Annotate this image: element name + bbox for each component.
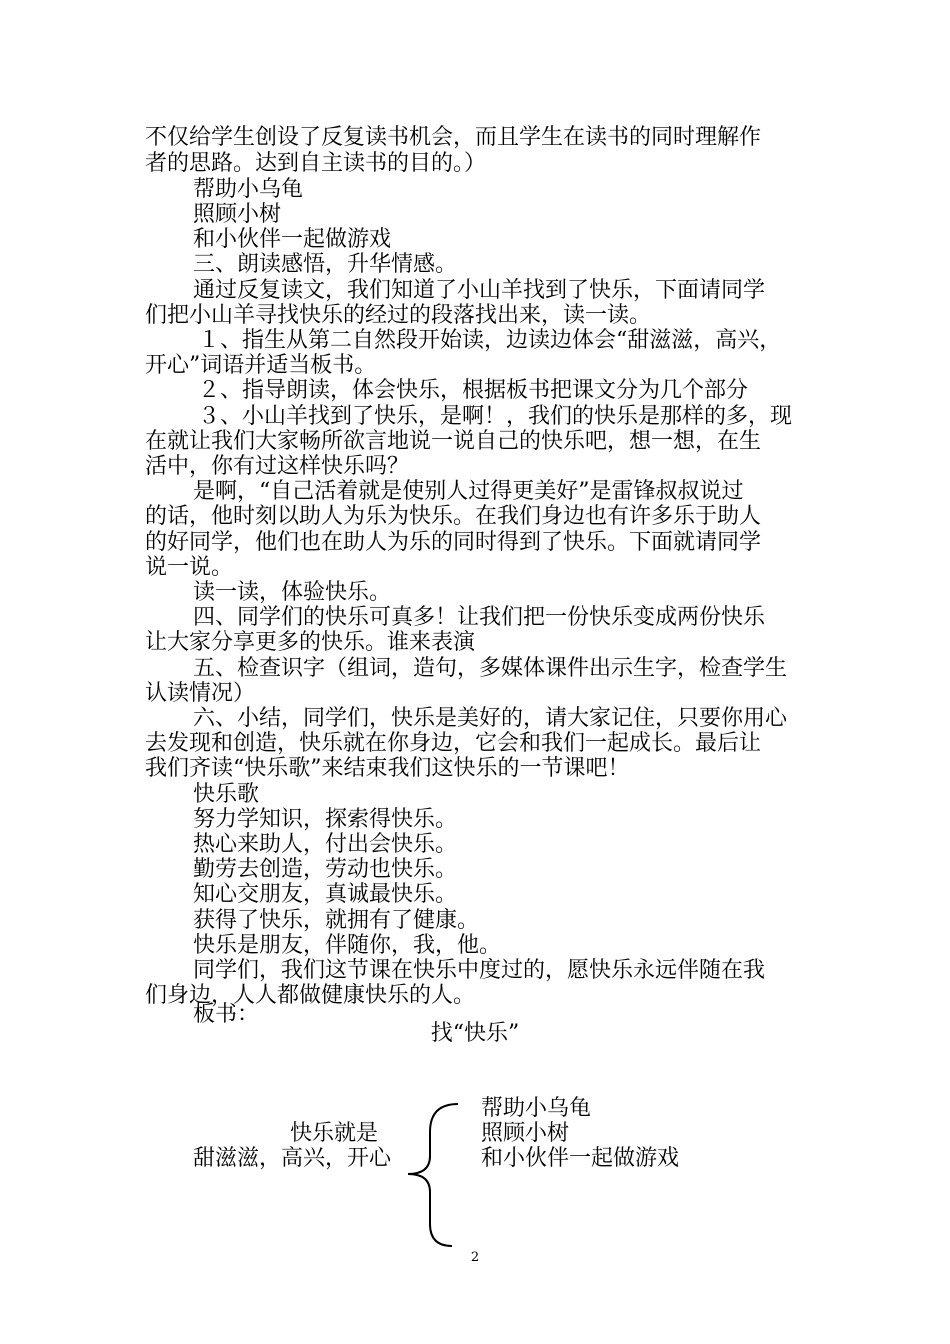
text-line: 读一读，体验快乐。 xyxy=(193,580,392,605)
text-line: 说一说。 xyxy=(145,555,234,580)
board-left-top: 快乐就是 xyxy=(290,1121,379,1146)
board-title: 找“快乐” xyxy=(430,1021,520,1046)
text-line: 让大家分享更多的快乐。谁来表演 xyxy=(145,630,476,655)
page-number: 2 xyxy=(470,1250,480,1265)
text-line: 的好同学，他们也在助人为乐的同时得到了快乐。下面就请同学 xyxy=(145,530,762,555)
text-line: 们把小山羊寻找快乐的经过的段落找出来，读一读。 xyxy=(145,303,652,328)
text-line: ２、指导朗读，体会快乐，根据板书把课文分为几个部分 xyxy=(198,378,749,403)
text-line: 通过反复读文，我们知道了小山羊找到了快乐，下面请同学 xyxy=(193,278,766,303)
section-heading: 三、朗读感悟，升华情感。 xyxy=(193,252,458,277)
board-label: 板书： xyxy=(193,1002,260,1027)
song-line: 知心交朋友，真诚最快乐。 xyxy=(193,882,458,907)
text-line: 不仅给学生创设了反复读书机会，而且学生在读书的同时理解作 xyxy=(145,125,762,150)
text-line: 者的思路。达到自主读书的目的。） xyxy=(145,151,487,176)
section-heading: 六、小结，同学们，快乐是美好的，请大家记住，只要你用心 xyxy=(193,706,788,731)
text-line: 去发现和创造，快乐就在你身边，它会和我们一起成长。最后让 xyxy=(145,731,762,756)
text-line: 是啊，“自己活着就是使别人过得更美好”是雷锋叔叔说过 xyxy=(193,479,744,504)
text-line: 的话，他时刻以助人为乐为快乐。在我们身边也有许多乐于助人 xyxy=(145,504,762,529)
section-heading: 五、检查识字（组词，造句，多媒体课件出示生字，检查学生 xyxy=(193,656,788,681)
text-line: 活中，你有过这样快乐吗？ xyxy=(145,454,410,479)
board-item: 照顾小树 xyxy=(481,1121,570,1146)
text-line: ３、小山羊找到了快乐，是啊！，我们的快乐是那样的多，现 xyxy=(198,404,793,429)
board-left-bottom: 甜滋滋，高兴，开心 xyxy=(193,1146,392,1171)
song-line: 勤劳去创造，劳动也快乐。 xyxy=(193,857,458,882)
text-line: 同学们，我们这节课在快乐中度过的，愿快乐永远伴随在我 xyxy=(193,958,766,983)
section-heading: 四、同学们的快乐可真多！让我们把一份快乐变成两份快乐 xyxy=(193,605,766,630)
song-line: 快乐是朋友，伴随你，我，他。 xyxy=(193,933,502,958)
song-line: 努力学知识，探索得快乐。 xyxy=(193,807,458,832)
board-item: 帮助小乌龟 xyxy=(481,1096,592,1121)
text-line: 帮助小乌龟 xyxy=(193,177,304,202)
text-line: 们身边，人人都做健康快乐的人。 xyxy=(145,983,476,1008)
text-line: 在就让我们大家畅所欲言地说一说自己的快乐吧，想一想，在生 xyxy=(145,429,762,454)
text-line: 照顾小树 xyxy=(193,202,282,227)
text-line: 我们齐读“快乐歌”来结束我们这快乐的一节课吧！ xyxy=(145,756,630,781)
song-line: 热心来助人，付出会快乐。 xyxy=(193,832,458,857)
song-title: 快乐歌 xyxy=(193,782,260,807)
song-line: 获得了快乐，就拥有了健康。 xyxy=(193,908,480,933)
board-item: 和小伙伴一起做游戏 xyxy=(481,1146,680,1171)
text-line: １、指生从第二自然段开始读，边读边体会“甜滋滋，高兴， xyxy=(198,328,782,353)
text-line: 和小伙伴一起做游戏 xyxy=(193,227,392,252)
text-line: 认读情况） xyxy=(145,681,256,706)
text-line: 开心”词语并适当板书。 xyxy=(145,353,377,378)
curly-brace-icon xyxy=(400,1100,480,1250)
